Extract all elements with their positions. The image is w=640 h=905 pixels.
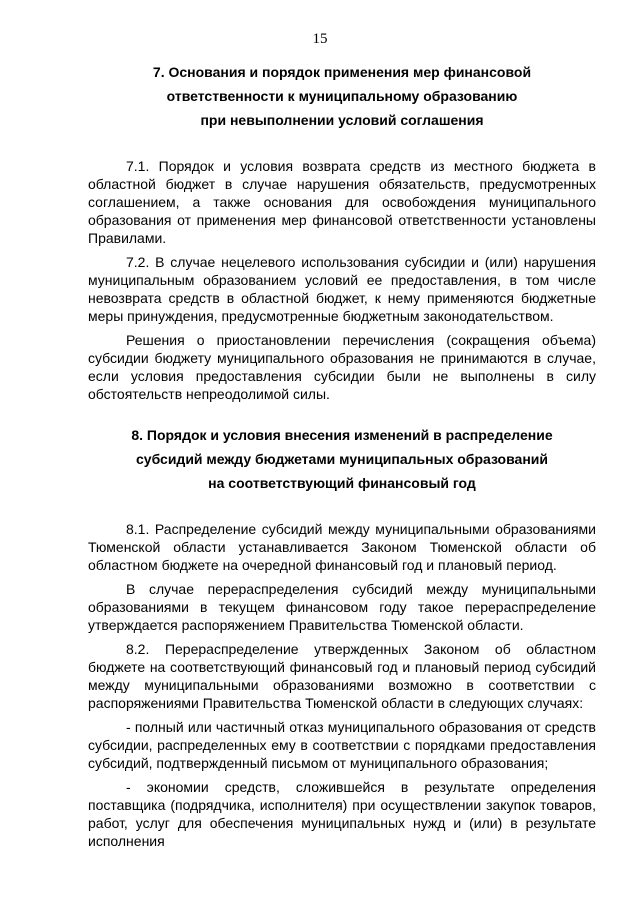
paragraph-8-2-item-savings: - экономии средств, сложившейся в результате определения поставщика (подрядчика, исполнителя) при осуществлении закупок товаров, работ, услуг для обеспечения муниципальных нужд и (или) в результате исполнения: [88, 779, 596, 849]
section-7-heading-line: при невыполнении условий соглашения: [200, 112, 484, 128]
page-number: 15: [312, 31, 328, 47]
paragraph-7-force-majeure: Решения о приостановлении перечисления (сокращения объема) субсидии бюджету муниципального образования не принимаются в случае, если условия предоставления субсидии были не выполнены в силу обстоятельств непреодолимой силы.: [88, 332, 596, 402]
section-7-heading: [88, 60, 596, 132]
paragraph-8-2-item-refusal: - полный или частичный отказ муниципального образования от средств субсидии, распределенных ему в соответствии с порядками предоставления субсидий, подтвержденный письмом от муниципального образования;: [88, 719, 596, 771]
section-8-body: [88, 520, 596, 856]
section-8-heading-line: субсидий между бюджетами муниципальных образований: [136, 451, 548, 467]
paragraph-8-2: 8.2. Перераспределение утвержденных Законом об областном бюджете на соответствующий финансовый год и плановый период субсидий между муниципальными образованиями возможно в соответствии с распоряжениями Правительства Тюменской области в следующих случаях:: [88, 641, 596, 711]
section-8-heading-line: на соответствующий финансовый год: [208, 475, 476, 491]
section-8-heading: [88, 423, 596, 495]
paragraph-7-2: 7.2. В случае нецелевого использования субсидии и (или) нарушения муниципальным образованием условий ее предоставления, в том числе невозврата средств в областной бюджет, к нему применяются бюджетные меры принуждения, предусмотренные бюджетным законодательством.: [88, 254, 596, 324]
section-8-heading-line: 8. Порядок и условия внесения изменений в распределение: [131, 427, 553, 443]
section-7-heading-line: ответственности к муниципальному образованию: [166, 88, 518, 104]
paragraph-8-1-redistribution: В случае перераспределения субсидий между муниципальными образованиями в текущем финансовом году такое перераспределение утверждается распоряжением Правительства Тюменской области.: [88, 581, 596, 633]
section-7-body: [88, 157, 596, 409]
section-7-heading-line: 7. Основания и порядок применения мер финансовой: [152, 64, 532, 80]
paragraph-8-1: 8.1. Распределение субсидий между муниципальными образованиями Тюменской области устанавливается Законом Тюменской области об областном бюджете на очередной финансовый год и плановый период.: [88, 521, 596, 573]
paragraph-7-1: 7.1. Порядок и условия возврата средств из местного бюджета в областной бюджет в случае нарушения обязательств, предусмотренных соглашением, а также основания для освобождения муниципального образования от применения мер финансовой ответственности установлены Правилами.: [88, 158, 596, 246]
